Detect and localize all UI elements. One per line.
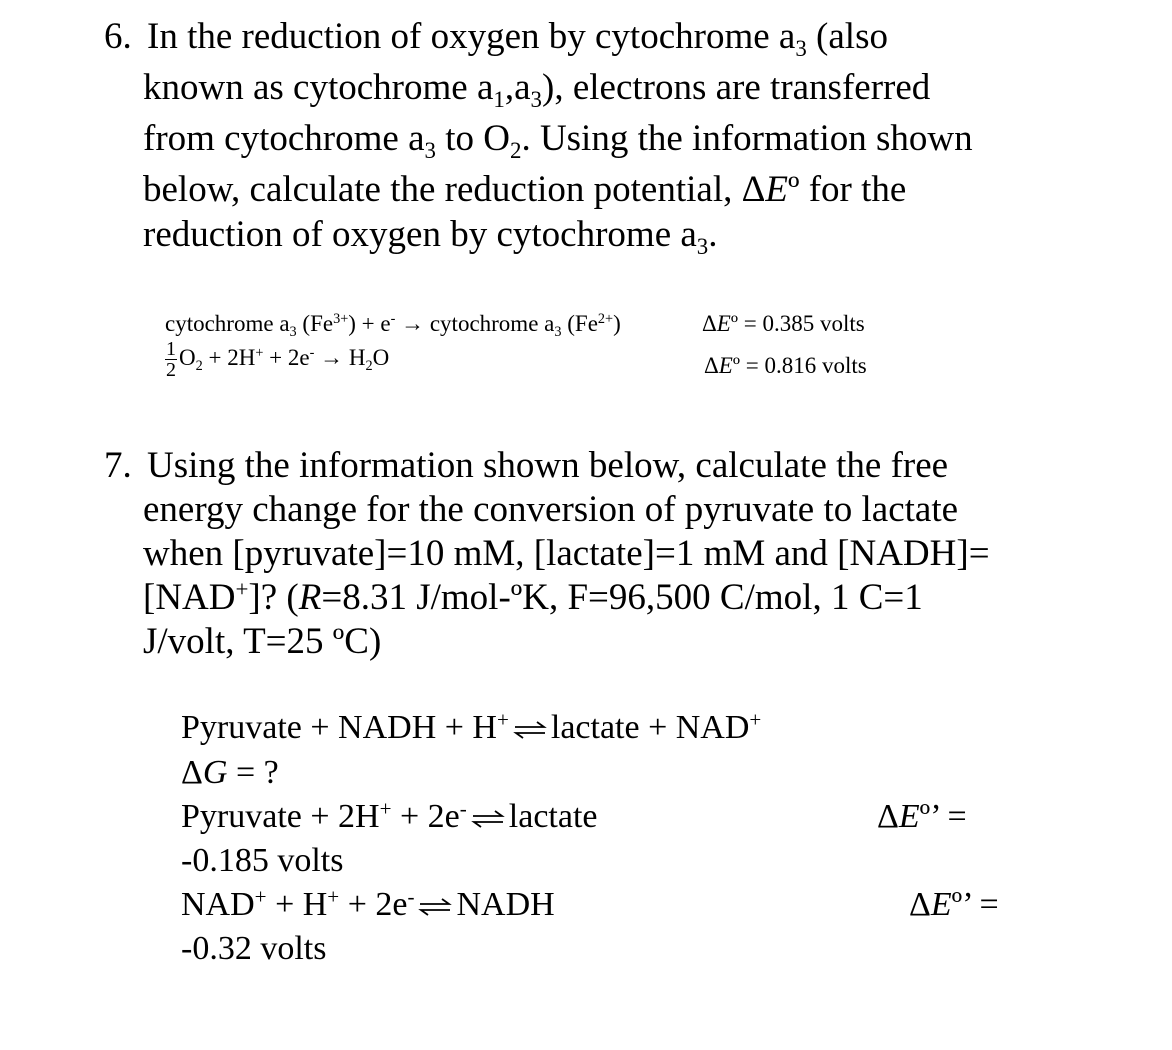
q6-line-2-sub2: 3	[530, 87, 542, 113]
equilibrium-arrow-icon	[471, 810, 505, 828]
eq2-E: E	[718, 353, 733, 378]
q7-line-4-b: ]? (	[248, 577, 299, 618]
eq2-frac-num: 1	[166, 338, 176, 360]
rxn3-E: E	[930, 886, 952, 923]
eq1-left-b: (Fe	[296, 311, 334, 336]
q6-line-1-tail: (also	[806, 16, 888, 57]
rxn2-E: E	[898, 798, 920, 835]
rxn3-potential-rest: º’ =	[951, 886, 999, 923]
rxn2-b: + 2e	[391, 798, 460, 835]
q6-line-4-E: E	[765, 169, 789, 210]
dg-rest: = ?	[227, 754, 279, 791]
q7-number: 7.	[104, 445, 132, 486]
q7-reaction-1	[181, 707, 762, 746]
rxn1-a: Pyruvate + NADH + H	[181, 709, 497, 746]
q6-equation-2-reaction	[165, 339, 389, 380]
q6-line-4-b: º for the	[788, 169, 907, 210]
eq1-right-sub: 3	[554, 323, 562, 340]
rxn1-b: lactate + NAD	[550, 709, 750, 746]
q6-line-3-sub2: 2	[509, 138, 522, 164]
q6-line-5-sub: 3	[696, 234, 709, 260]
eq2-sub1: 2	[195, 357, 203, 374]
q6-line-1	[104, 16, 888, 62]
eq1-right-b: (Fe	[561, 311, 598, 336]
q7-line-1-text: Using the information shown below, calculate the free	[147, 445, 949, 486]
q6-line-3-b: to O	[435, 118, 510, 159]
q6-line-3	[143, 118, 973, 164]
eq1-left-sup: 3+	[333, 311, 349, 328]
rxn3-a: NAD	[181, 886, 255, 923]
q6-line-4	[143, 171, 906, 208]
q7-line-4-R: R	[298, 577, 322, 618]
q6-number: 6.	[104, 16, 132, 57]
q6-line-5	[143, 214, 718, 260]
q7-reaction-2-potential	[877, 800, 967, 834]
eq1-right-sup: 2+	[597, 311, 614, 328]
q7-line-5: J/volt, T=25 ºC)	[143, 621, 382, 662]
equilibrium-arrow-icon	[418, 898, 452, 916]
eq2-frac-den: 2	[166, 359, 176, 381]
eq2-d: H	[348, 344, 366, 370]
eq1-delta: Δ	[702, 311, 717, 336]
q6-line-1-sub: 3	[795, 36, 807, 62]
eq1-right-a: cytochrome a	[429, 311, 555, 336]
eq2-b: + 2H	[202, 344, 256, 370]
eq2-sup1: +	[255, 344, 264, 361]
eq1-left-a: cytochrome a	[165, 311, 290, 336]
rxn3-delta: Δ	[909, 886, 931, 923]
q6-line-3-sub1: 3	[424, 138, 436, 164]
eq2-delta: Δ	[704, 353, 719, 378]
eq2-sup2: -	[309, 344, 315, 361]
q7-reaction-2-value: -0.185 volts	[181, 842, 344, 879]
rxn3-sup2: +	[327, 884, 340, 909]
q6-equation-1-potential	[702, 312, 865, 335]
rxn3-sup3: -	[407, 884, 415, 909]
q6-line-3-c: . Using the information shown	[521, 118, 973, 159]
eq1-left-c: ) + e	[348, 311, 391, 336]
q7-reaction-3	[181, 884, 555, 923]
rxn1-sup2: +	[749, 707, 762, 732]
eq1-right-c: )	[613, 311, 621, 336]
rxn3-c: + 2e	[339, 886, 408, 923]
rxn2-delta: Δ	[877, 798, 899, 835]
rxn3-d: NADH	[456, 886, 555, 923]
eq2-arrow: →	[314, 344, 349, 370]
q6-line-2-a: known as cytochrome a	[143, 67, 494, 108]
q6-line-5-b: .	[708, 214, 718, 255]
eq2-value: º = 0.816 volts	[732, 353, 867, 378]
eq1-left-sup2: -	[390, 311, 396, 328]
q7-reaction-3-value: -0.32 volts	[181, 930, 327, 967]
q6-line-2	[143, 67, 931, 113]
q7-delta-g	[181, 756, 279, 790]
q7-line-1	[104, 447, 948, 484]
q6-line-1-text: In the reduction of oxygen by cytochrome a	[147, 16, 796, 57]
eq2-c: + 2e	[263, 344, 310, 370]
rxn1-sup1: +	[496, 707, 509, 732]
dg-G: G	[202, 754, 228, 791]
q6-equation-1-reaction	[165, 311, 621, 340]
rxn2-potential-rest: º’ =	[919, 798, 967, 835]
q6-line-2-c: ), electrons are transferred	[542, 67, 931, 108]
eq1-left-sub: 3	[289, 323, 297, 340]
q6-line-2-sub1: 1	[493, 87, 505, 113]
q6-line-2-b: ,a	[504, 67, 531, 108]
q6-line-4-a: below, calculate the reduction potential, Δ	[143, 169, 766, 210]
rxn2-a: Pyruvate + 2H	[181, 798, 380, 835]
equilibrium-arrow-icon	[513, 721, 547, 739]
dg-delta: Δ	[181, 754, 203, 791]
rxn2-sup1: +	[379, 796, 392, 821]
rxn2-c: lactate	[508, 798, 598, 835]
q7-line-4	[143, 576, 923, 618]
rxn3-b: + H	[266, 886, 328, 923]
q6-equation-2-potential	[704, 354, 867, 377]
q7-reaction-2	[181, 796, 598, 835]
eq2-fraction	[165, 339, 177, 380]
eq2-sub2: 2	[365, 357, 373, 374]
q7-reaction-3-potential	[909, 888, 999, 922]
eq2-e: O	[372, 344, 390, 370]
eq1-E: E	[716, 311, 731, 336]
q6-line-3-a: from cytochrome a	[143, 118, 425, 159]
eq1-arrow: →	[395, 311, 430, 336]
q7-line-4-c: =8.31 J/mol-ºK, F=96,500 C/mol, 1 C=1	[321, 577, 923, 618]
rxn3-sup1: +	[254, 884, 267, 909]
q7-line-3: when [pyruvate]=10 mM, [lactate]=1 mM and [NADH]=	[143, 533, 990, 574]
q7-line-4-sup: +	[235, 576, 249, 602]
eq1-value: º = 0.385 volts	[730, 311, 865, 336]
q6-line-5-a: reduction of oxygen by cytochrome a	[143, 214, 697, 255]
eq2-a: O	[179, 344, 196, 370]
q7-line-2: energy change for the conversion of pyruvate to lactate	[143, 489, 959, 530]
rxn2-sup2: -	[459, 796, 467, 821]
q7-line-4-a: [NAD	[143, 577, 236, 618]
